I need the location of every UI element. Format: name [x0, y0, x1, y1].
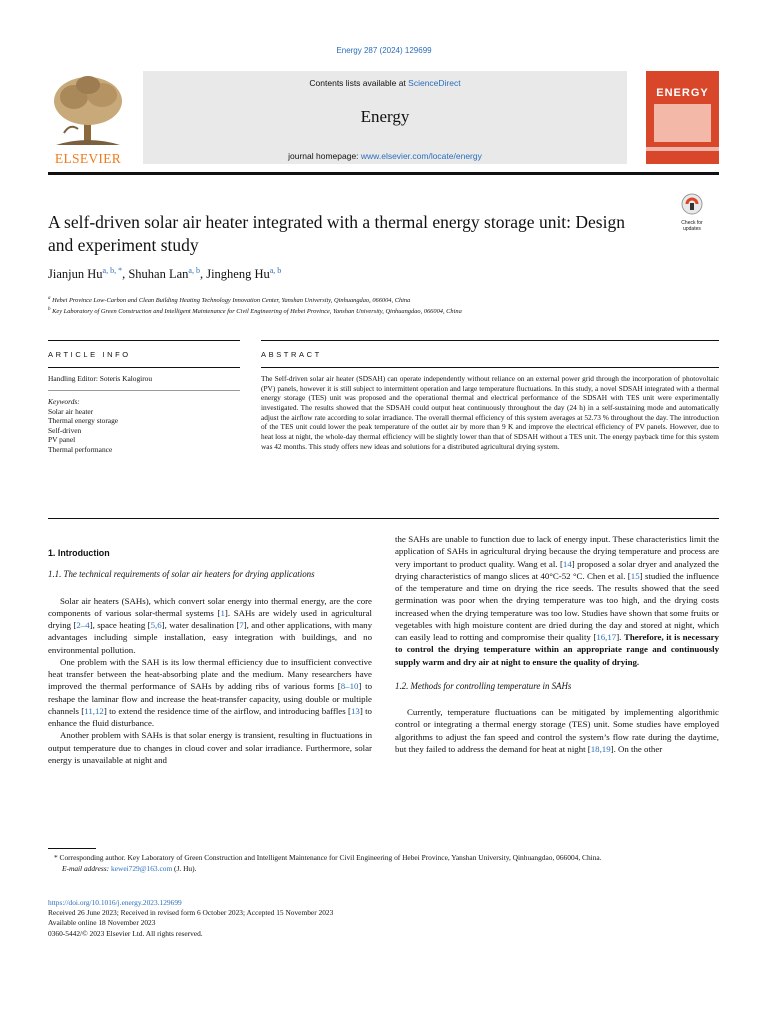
citation-link[interactable]: 7: [239, 620, 244, 630]
affiliation-a: $^a$ Hebei Province Low-Carbon and Clean Building Heating Technology Innovation Center, Yanshan University, Qinhuangdao, 066004, China: [48, 296, 411, 305]
article-info-rule: [48, 340, 240, 341]
citation-link[interactable]: 14: [562, 558, 572, 569]
journal-cover-thumbnail[interactable]: [646, 71, 719, 164]
check-updates-icon: [681, 193, 703, 215]
citation-link[interactable]: 18,19: [590, 743, 611, 754]
keyword: Solar air heater: [48, 406, 94, 416]
abstract-text: The Self-driven solar air heater (SDSAH) can operate independently without reliance on an external power grid through the incorporation of photovoltaic (PV) panels, however it is still subject to intermittent operation and large temperature fluctuations. In this study, a novel SDSAH integrated with a thermal energy storage (TES) unit was proposed and the operational thermal and electrical performance of the SDSAH with TES unit were experimentally investigated. The results showed that the SDSAH could output heat continuously throughout the day (24 h) in a self-sustaining mode and automatically adjust the airflow rate according to solar irradiance. The overall thermal efficiency of this system averages at 52.73 % throughout the day. The introduction of the TES unit could lower the peak temperature of the outlet air by more than 9 K and improve the electrical efficiency of PV panels. However, due to heat loss at night, the whole-day thermal efficiency will be slightly lower than that of SDSAH without a TES unit. The energy payback time for this system was 42 months. This study offers new ideas and solutions for a distributed agricultural drying system.: [261, 374, 719, 451]
cover-image: [654, 104, 711, 142]
elsevier-logo: [48, 73, 128, 165]
citation-link[interactable]: 11,12: [84, 705, 104, 716]
journal-citation[interactable]: Energy 287 (2024) 129699: [336, 46, 432, 55]
corresponding-author-note: * Corresponding author. Key Laboratory of Green Construction and Intelligent Maintenance for Civil Engineering of Hebei Province, Yanshan University, Qinhuangdao, 066004, China.: [54, 853, 602, 862]
citation-link[interactable]: 13: [350, 705, 360, 716]
email-note: E-mail address: kewei729@163.com (J. Hu).: [62, 863, 197, 873]
right-column: [395, 533, 719, 755]
citation-link[interactable]: 5,6: [150, 620, 162, 630]
abstract-bottom-rule: [48, 518, 719, 519]
section-1-heading: 1. Introduction: [48, 548, 110, 558]
header-rule: [48, 172, 719, 175]
keyword: Self-driven: [48, 425, 82, 435]
paragraph: Another problem with SAHs is that solar energy is transient, resulting in fluctuations in output temperature due to changes in cloud cover and solar irradiance. Furthermore, solar energy is unavailable at night and: [48, 730, 372, 765]
keyword: Thermal energy storage: [48, 416, 119, 426]
section-1-2-heading: 1.2. Methods for controlling temperature in SAHs: [395, 680, 572, 691]
affiliation-b: $^b$ Key Laboratory of Green Construction and Intelligent Maintenance for Civil Engineering of Hebei Province, Yanshan University, Qinhuangdao, 066004, China: [48, 307, 462, 316]
sciencedirect-link[interactable]: ScienceDirect: [408, 78, 461, 88]
emphasis-text: Therefore, it is necessary to control the drying temperature within an appropriate range and continuously supply warm and dry air at night to ensure the quality of drying.: [395, 632, 719, 667]
elsevier-tree-icon: [48, 73, 128, 151]
handling-editor: Handling Editor: Soteris Kalogirou: [48, 374, 153, 383]
citation-link[interactable]: 15: [630, 570, 640, 581]
received-dates: Received 26 June 2023; Received in revised form 6 October 2023; Accepted 15 November 2023: [48, 908, 334, 918]
contents-line: Contents lists available at ScienceDirect: [309, 78, 461, 88]
abstract-top-rule: [261, 340, 719, 341]
citation-link[interactable]: 8–10: [340, 681, 359, 692]
publication-info: [48, 898, 720, 939]
journal-homepage: journal homepage: www.elsevier.com/locate/energy: [288, 151, 482, 161]
left-column: [48, 547, 372, 766]
check-for-updates-badge[interactable]: [676, 193, 708, 232]
doi-link[interactable]: https://doi.org/10.1016/j.energy.2023.129699: [48, 898, 182, 907]
paragraph: the SAHs are unable to function due to lack of energy input. These characteristics limit the application of SAHs in agricultural drying because the drying temperature and process are very important to product quality. Wang et al. [14] proposed a solar dryer and analyzed the drying characteristics of mango slices at 40°C-52 °C. Chen et al. [15] studied the influence of the temperature and time on drying the rice seeds. The results showed that the seed germination was poor when the drying temperature was too high, and the drying costs increased when the drying temperature was too low. Studies have shown that some fruits or vegetables with high moisture content are dried during the day and stored at night, which can easily lead to rotting and compromise their quality [16,17]. Therefore, it is necessary to control the drying temperature within an appropriate range and continuously supply warm and dry air at night to ensure the quality of drying.: [395, 534, 719, 667]
cover-title: ENERGY: [656, 87, 709, 99]
abstract-heading-rule: [261, 367, 719, 368]
footnotes: [48, 853, 720, 874]
cover-stripe: [646, 147, 719, 151]
journal-name: Energy: [360, 107, 410, 126]
paragraph: One problem with the SAH is its low thermal efficiency due to insufficient convective heat transfer between the heat-absorbing plate and the medium. Many researchers have improved the thermal performance of SAHs by adding ribs of various forms [8–10] to reshape the laminar flow and increase the heat-transfer capacity, using double or multiple channels [11,12] to extend the residence time of the airflow, and introducing baffles [13] to enhance the fluid disturbance.: [48, 656, 372, 728]
keywords-label: Keywords:: [48, 397, 80, 406]
footnote-rule: [48, 848, 96, 849]
copyright: 0360-5442/© 2023 Elsevier Ltd. All rights reserved.: [48, 928, 203, 938]
abstract-heading: ABSTRACT: [261, 350, 322, 359]
article-info-heading-rule: [48, 367, 240, 368]
keyword: PV panel: [48, 435, 76, 445]
elsevier-wordmark: ELSEVIER: [54, 151, 122, 166]
author-3[interactable]: Jingheng Hu$^{a, b}$: [206, 266, 282, 282]
homepage-link[interactable]: www.elsevier.com/locate/energy: [360, 151, 482, 161]
editor-rule: [48, 390, 240, 391]
author-2[interactable]: Shuhan Lan$^{a, b}$: [128, 266, 200, 282]
email-link[interactable]: kewei729@163.com: [111, 863, 173, 873]
author-list: Jianjun $Hu^{a, b, *}$, Shuhan Lan$^{a, b}$, Jingheng Hu$^{a, b}$: [48, 266, 282, 282]
paragraph: Solar air heaters (SAHs), which convert solar energy into thermal energy, are the core components of various solar-thermal systems [1]. SAHs are widely used in agricultural drying [2–4], space heating [5,6], water desalination [7], and other applications, with many advantages including simple installation, easy integration with buildings, and no environmental pollution.: [48, 595, 373, 655]
citation-link[interactable]: 16,17: [596, 632, 617, 642]
keywords-block: [48, 397, 118, 455]
available-online: Available online 18 November 2023: [48, 918, 156, 928]
article-title: A self-driven solar air heater integrated with a thermal energy storage unit: Design and experiment study: [48, 212, 625, 255]
check-updates-label: Check for updates: [681, 220, 703, 232]
citation-link[interactable]: 1: [220, 607, 225, 618]
paragraph: Currently, temperature fluctuations can be mitigated by implementing algorithmic control or integrating a thermal energy storage (TES) unit. Some studies have employed algorithms to adjust the fan speed and control the system’s flow rate during the daytime, but they failed to address the demand for heat at night [18,19]. On the other: [395, 707, 719, 754]
article-info-heading: ARTICLE INFO: [48, 350, 131, 359]
citation-link[interactable]: 2–4: [76, 620, 90, 630]
section-1-1-heading: 1.1. The technical requirements of solar air heaters for drying applications: [48, 569, 315, 580]
keyword: Thermal performance: [48, 444, 113, 454]
author-1[interactable]: Jianjun $Hu^{a, b, *}$: [48, 266, 123, 282]
